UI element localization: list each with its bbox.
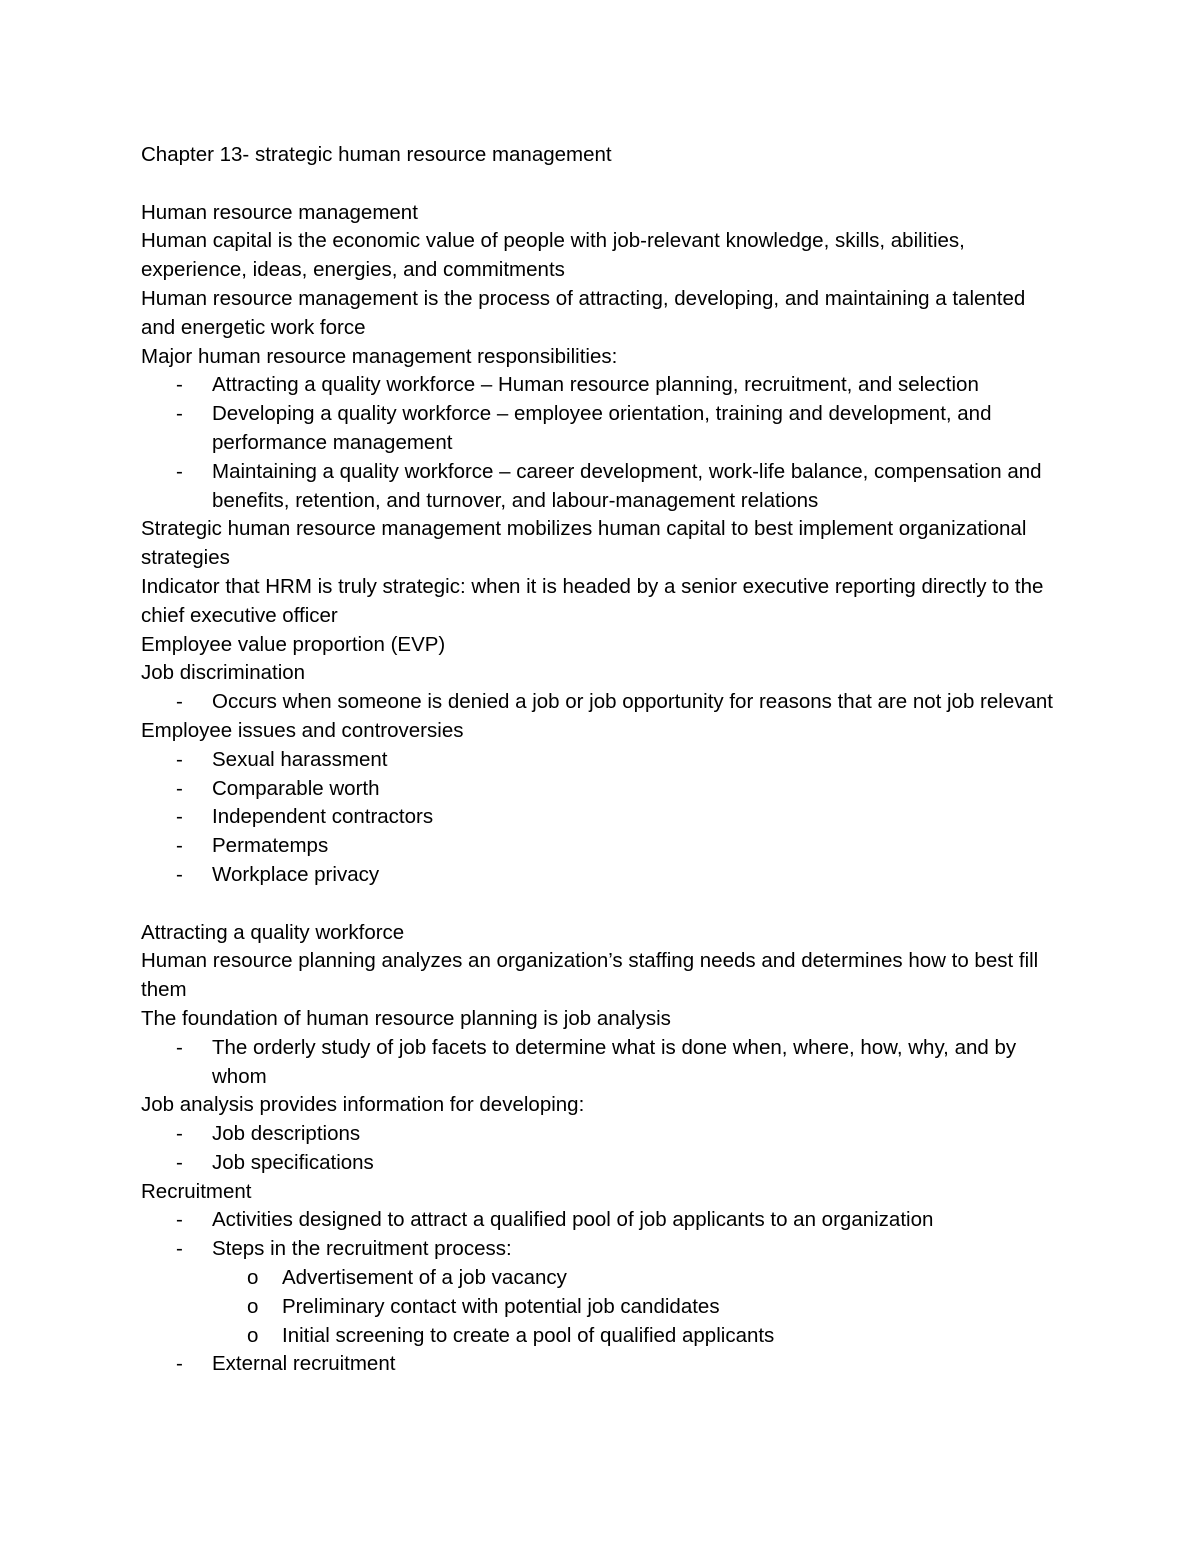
list-item	[141, 1264, 1061, 1293]
dash-marker: -	[176, 1237, 183, 1261]
paragraph-job-discrimination: Job discrimination	[141, 661, 306, 685]
paragraph-evp: Employee value proportion (EVP)	[141, 632, 446, 656]
list-item	[141, 1206, 1061, 1235]
blank-line	[141, 890, 1061, 919]
job-discrimination-list	[141, 688, 1061, 717]
list-item-text: Initial screening to create a pool of qualified applicants	[282, 1323, 775, 1347]
list-item	[141, 1149, 1061, 1178]
list-item	[141, 1350, 1061, 1379]
dash-marker: -	[176, 1352, 183, 1376]
dash-marker: -	[176, 862, 183, 886]
dash-marker: -	[176, 373, 183, 397]
foundation-list	[141, 1034, 1061, 1092]
list-item	[141, 861, 1061, 890]
list-item	[141, 775, 1061, 804]
list-item-text: Steps in the recruitment process:	[212, 1237, 512, 1261]
list-item-text: Independent contractors	[212, 805, 434, 829]
list-item-text: Comparable worth	[212, 776, 380, 800]
job-analysis-list	[141, 1120, 1061, 1178]
list-item-text: Maintaining a quality workforce – career development, work-life balance, compensation and benefits, retention, and turnover, and labour-management relations	[212, 459, 1042, 512]
list-item	[141, 803, 1061, 832]
list-item	[141, 688, 1061, 717]
paragraph-strategic-hrm: Strategic human resource management mobilizes human capital to best implement organizational strategies	[141, 517, 1027, 570]
list-item-text: Job descriptions	[212, 1122, 361, 1146]
list-item	[141, 832, 1061, 861]
list-item	[141, 746, 1061, 775]
list-item-text: Workplace privacy	[212, 862, 380, 886]
paragraph-recruitment: Recruitment	[141, 1179, 252, 1203]
dash-marker: -	[176, 1035, 183, 1059]
list-item	[141, 1293, 1061, 1322]
paragraph-employee-issues: Employee issues and controversies	[141, 718, 464, 742]
list-item-text: External recruitment	[212, 1352, 396, 1376]
paragraph-foundation: The foundation of human resource planning is job analysis	[141, 1006, 671, 1030]
recruitment-list-continued	[141, 1350, 1061, 1379]
list-item-text: Job specifications	[212, 1150, 374, 1174]
paragraph-hr-planning: Human resource planning analyzes an organization’s staffing needs and determines how to best fill them	[141, 949, 1039, 1002]
recruitment-list	[141, 1206, 1061, 1264]
employee-issues-list	[141, 746, 1061, 890]
list-item-text: Advertisement of a job vacancy	[282, 1266, 567, 1290]
section-heading-hrm: Human resource management	[141, 200, 418, 224]
circle-marker: o	[247, 1294, 259, 1318]
dash-marker: -	[176, 459, 183, 483]
paragraph-job-analysis: Job analysis provides information for developing:	[141, 1093, 585, 1117]
dash-marker: -	[176, 805, 183, 829]
document-page	[141, 141, 1061, 1379]
dash-marker: -	[176, 834, 183, 858]
list-item	[141, 1235, 1061, 1264]
section-heading-attracting: Attracting a quality workforce	[141, 920, 405, 944]
paragraph-major-responsibilities: Major human resource management responsibilities:	[141, 344, 618, 368]
list-item	[141, 1322, 1061, 1351]
circle-marker: o	[247, 1323, 259, 1347]
list-item-text: Activities designed to attract a qualified pool of job applicants to an organization	[212, 1208, 934, 1232]
dash-marker: -	[176, 402, 183, 426]
paragraph-human-capital: Human capital is the economic value of people with job-relevant knowledge, skills, abilities, experience, ideas, energies, and commitments	[141, 229, 965, 282]
list-item-text: The orderly study of job facets to determine what is done when, where, how, why, and by whom	[212, 1035, 1017, 1088]
dash-marker: -	[176, 747, 183, 771]
recruitment-steps-list	[141, 1264, 1061, 1350]
circle-marker: o	[247, 1266, 259, 1290]
list-item	[141, 1034, 1061, 1092]
list-item	[141, 1120, 1061, 1149]
document-title: Chapter 13- strategic human resource management	[141, 143, 612, 166]
dash-marker: -	[176, 1208, 183, 1232]
dash-marker: -	[176, 776, 183, 800]
list-item-text: Preliminary contact with potential job candidates	[282, 1294, 720, 1318]
list-item-text: Attracting a quality workforce – Human resource planning, recruitment, and selection	[212, 373, 979, 397]
list-item	[141, 458, 1061, 516]
list-item-text: Developing a quality workforce – employee orientation, training and development, and performance management	[212, 402, 992, 454]
paragraph-hrm-definition: Human resource management is the process of attracting, developing, and maintaining a talented and energetic work force	[141, 286, 1026, 339]
paragraph-indicator: Indicator that HRM is truly strategic: when it is headed by a senior executive reporting directly to the chief executive officer	[141, 574, 1044, 627]
dash-marker: -	[176, 690, 183, 714]
list-item-text: Sexual harassment	[212, 747, 388, 771]
list-item	[141, 400, 1061, 458]
dash-marker: -	[176, 1122, 183, 1146]
responsibilities-list	[141, 371, 1061, 515]
list-item-text: Permatemps	[212, 834, 329, 858]
dash-marker: -	[176, 1150, 183, 1174]
list-item-text: Occurs when someone is denied a job or job opportunity for reasons that are not job relevant	[212, 690, 1053, 714]
list-item	[141, 371, 1061, 400]
